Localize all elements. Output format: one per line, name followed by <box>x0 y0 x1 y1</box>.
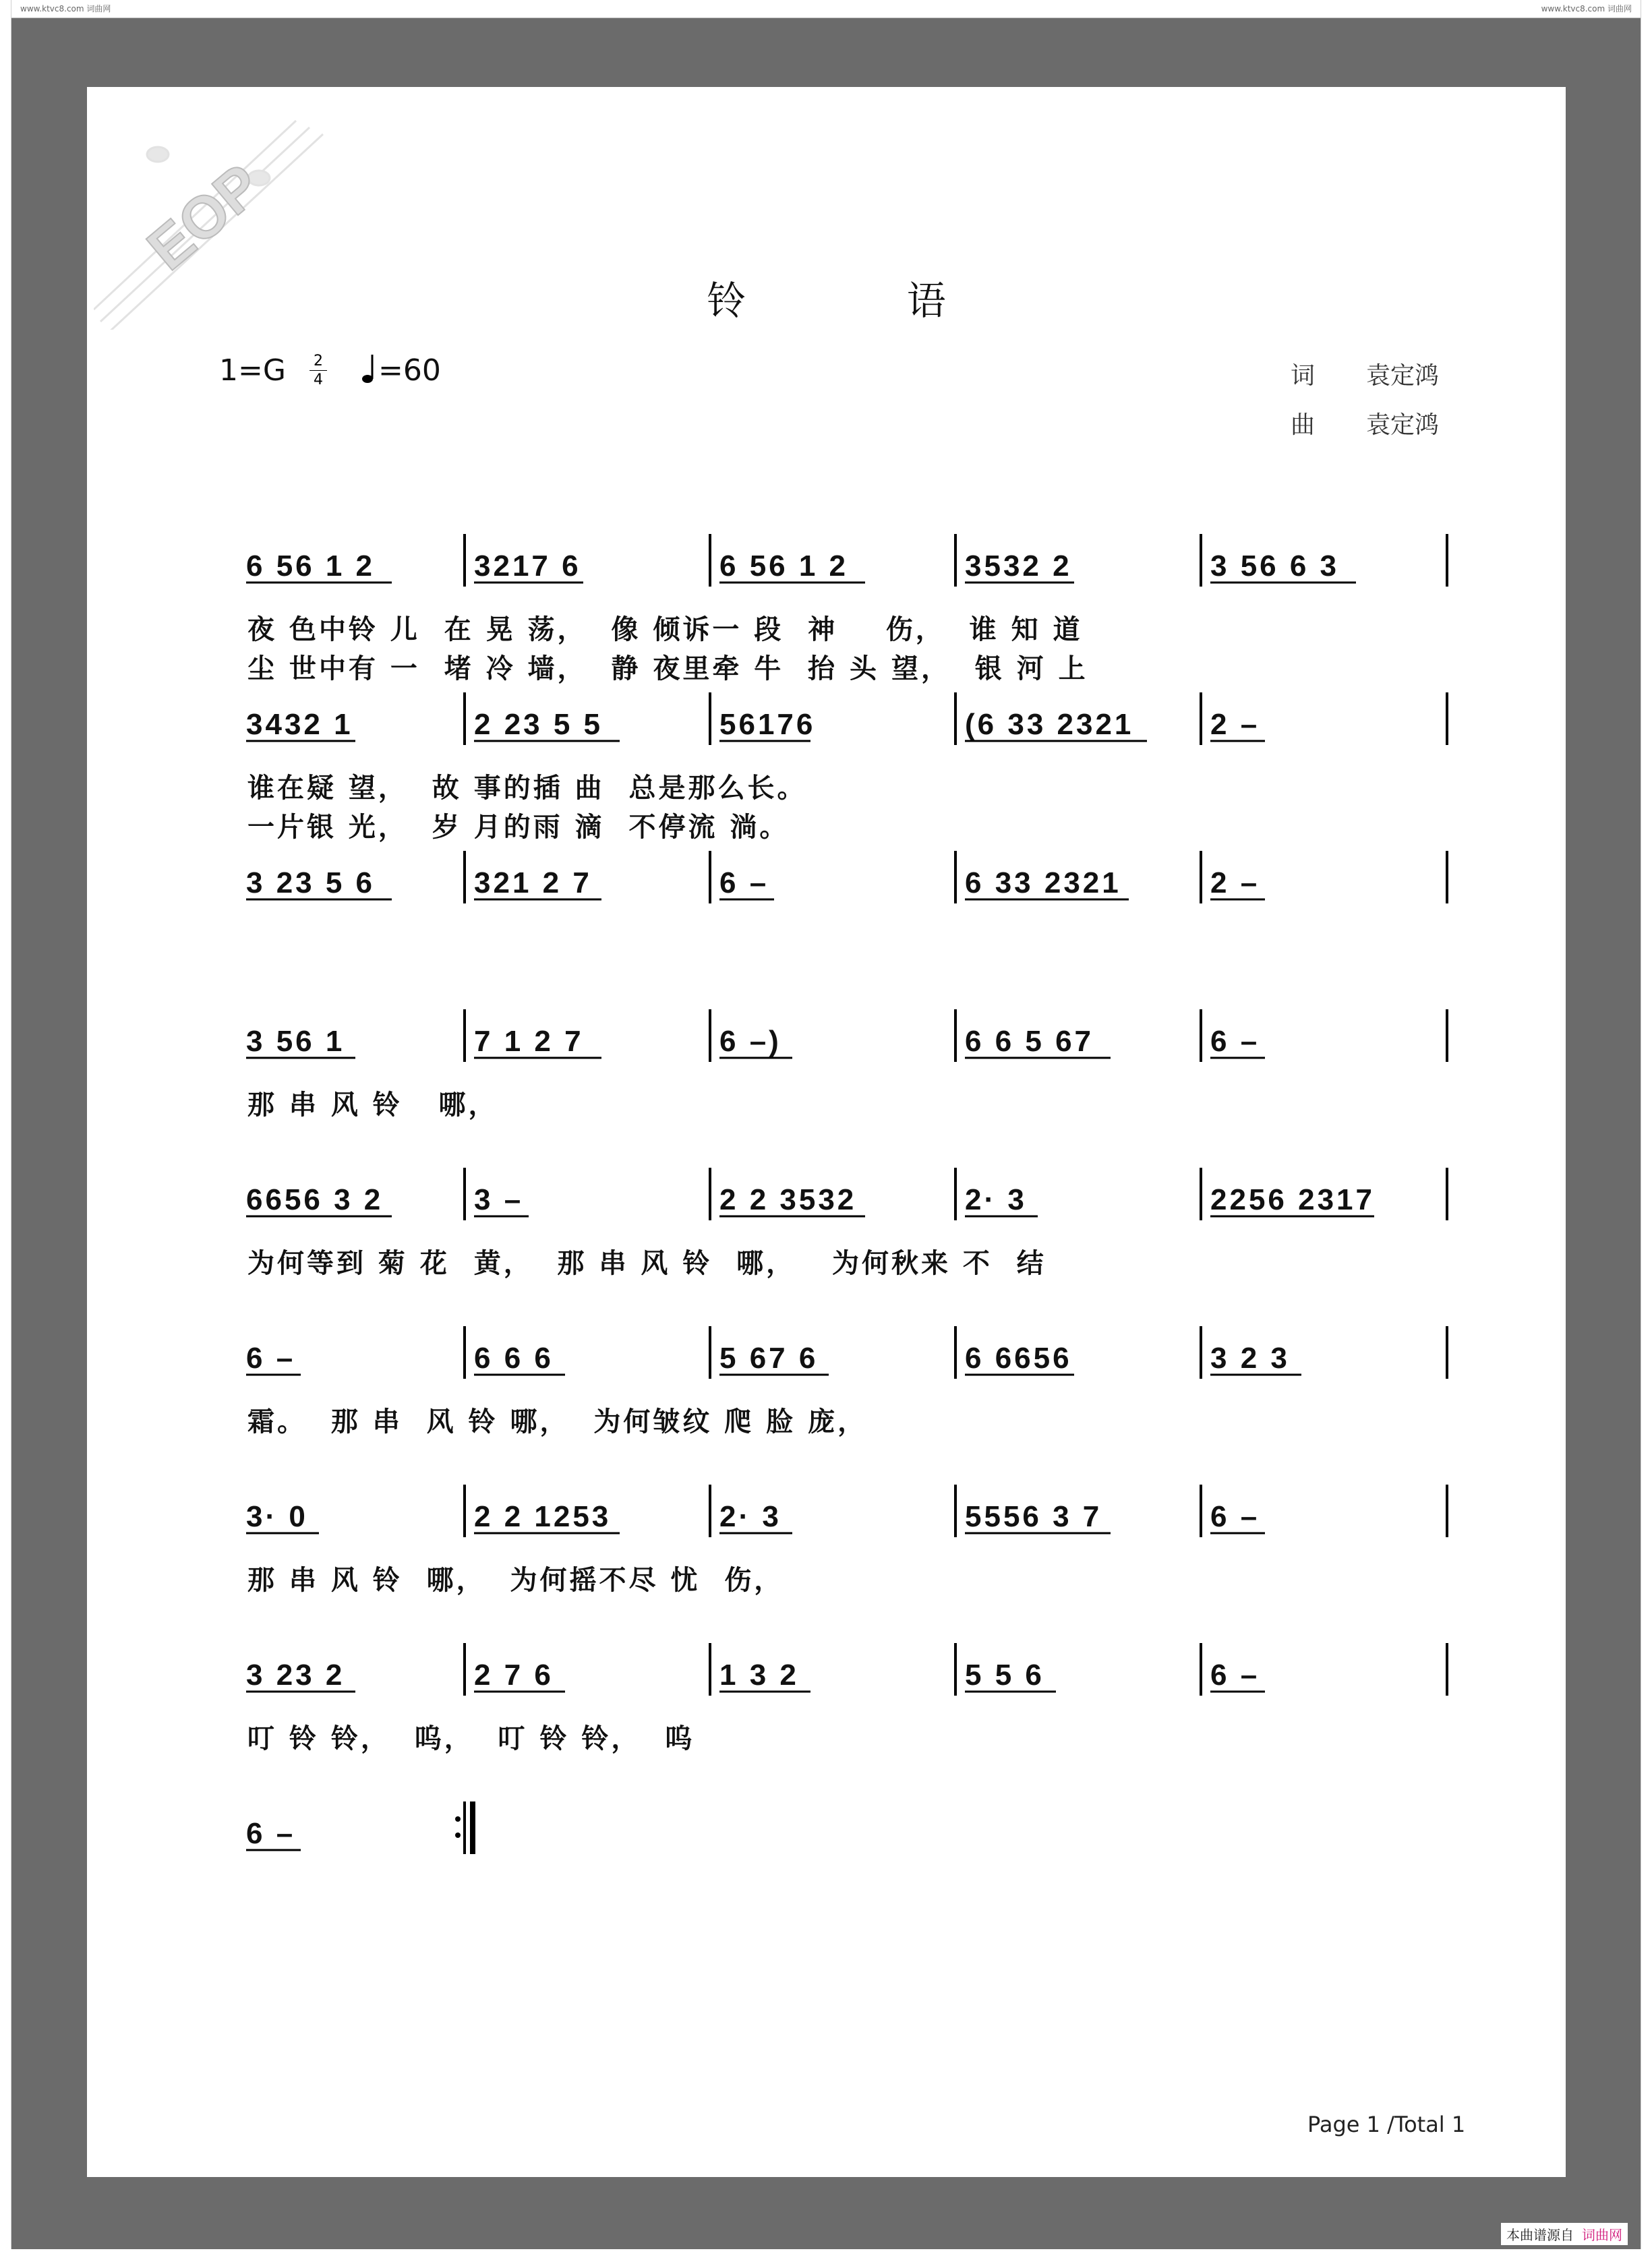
measure-notes: 6 6 5 67 <box>965 1025 1094 1058</box>
measure-notes: 6 33 2321 <box>965 866 1121 899</box>
measure-notes: 2 – <box>1210 866 1260 899</box>
measure-notes: 2 2 3532 <box>719 1183 857 1216</box>
measure-notes: 2256 2317 <box>1210 1183 1375 1216</box>
measure-notes: 6 – <box>246 1342 296 1375</box>
lyricist-name: 袁定鸿 <box>1366 362 1440 390</box>
measure-notes: 6 56 1 2 <box>719 549 849 583</box>
measure-notes: (6 33 2321 <box>965 708 1134 741</box>
right-edge <box>1641 0 1652 2264</box>
measure-notes: 2 7 6 <box>474 1659 554 1692</box>
measure-notes: 6 56 1 2 <box>246 549 376 583</box>
left-edge <box>0 0 11 2264</box>
header-site-right: www.ktvc8.com 词曲网 <box>1541 4 1632 13</box>
measure-notes: 3 – <box>474 1183 524 1216</box>
repeat-dot <box>455 1816 461 1822</box>
key-signature: 1=G <box>219 353 286 388</box>
bottom-strip <box>0 2249 1652 2264</box>
measure-notes: 3432 1 <box>246 708 353 741</box>
watermark-text: EOP <box>134 150 274 283</box>
measure-notes: 6656 3 2 <box>246 1183 384 1216</box>
measure-notes: 5556 3 7 <box>965 1500 1102 1533</box>
measure-notes: 3 56 1 <box>246 1025 345 1058</box>
measure-notes: 6 – <box>1210 1025 1260 1058</box>
measure-notes: 56176 <box>719 708 816 741</box>
measure-notes: 3217 6 <box>474 549 581 583</box>
measure-notes: 6 – <box>719 866 769 899</box>
song-title: 铃 语 <box>707 278 1020 324</box>
measure-notes: 2 23 5 5 <box>474 708 603 741</box>
composer-label: 曲 <box>1291 411 1316 439</box>
measure-notes: 2 2 1253 <box>474 1500 612 1533</box>
lyric-line: 为何等到 菊 花 黄， 那 串 风 铃 哪， 为何秋来 不 结 <box>247 1248 1046 1279</box>
lyric-line: 霜。 那 串 风 铃 哪， 为何皱纹 爬 脸 庞， <box>247 1406 868 1437</box>
measure-notes: 3 23 5 6 <box>246 866 376 899</box>
measure-notes: 3 56 6 3 <box>1210 549 1340 583</box>
measure-notes: 7 1 2 7 <box>474 1025 584 1058</box>
lyric-line: 那 串 风 铃 哪， 为何摇不尽 忧 伤， <box>247 1565 784 1596</box>
time-numerator: 2 <box>314 353 323 369</box>
measure-notes: 1 3 2 <box>719 1659 799 1692</box>
measure-notes: 321 2 7 <box>474 866 592 899</box>
measure-notes: 6 –) <box>719 1025 781 1058</box>
measure-notes: 2 – <box>1210 708 1260 741</box>
tempo-value: =60 <box>378 353 441 388</box>
measure-notes: 6 6656 <box>965 1342 1072 1375</box>
lyric-line: 那 串 风 铃 哪， <box>247 1090 498 1121</box>
credit-text: 本曲谱源自 <box>1506 2227 1574 2243</box>
measure-notes: 6 – <box>1210 1659 1260 1692</box>
time-denominator: 4 <box>309 370 327 389</box>
sheet-page <box>87 87 1566 2177</box>
lyricist-label: 词 <box>1291 362 1316 390</box>
repeat-dot <box>455 1833 461 1838</box>
lyric-line: 一片银 光， 岁 月的雨 滴 不停流 淌。 <box>247 812 790 843</box>
measure-notes: 3· 0 <box>246 1500 308 1533</box>
lyric-line: 尘 世中有 一 堵 冷 墙， 静 夜里牵 牛 抬 头 望， 银 河 上 <box>247 653 1088 684</box>
lyric-line: 叮 铃 铃， 呜， 叮 铃 铃， 呜 <box>247 1723 695 1754</box>
measure-notes: 6 – <box>1210 1500 1260 1533</box>
measure-notes: 5 5 6 <box>965 1659 1044 1692</box>
measure-notes: 3 2 3 <box>1210 1342 1290 1375</box>
lyric-line: 夜 色中铃 儿 在 晃 荡， 像 倾诉一 段 神 伤， 谁 知 道 <box>247 614 1083 645</box>
measure-notes: 6 6 6 <box>474 1342 554 1375</box>
measure-notes: 3 23 2 <box>246 1659 345 1692</box>
measure-notes: 6 – <box>246 1817 296 1850</box>
measure-notes: 2· 3 <box>719 1500 781 1533</box>
measure-notes: 5 67 6 <box>719 1342 819 1375</box>
page-indicator: Page 1 /Total 1 <box>1307 2112 1466 2137</box>
lyric-line: 谁在疑 望， 故 事的插 曲 总是那么长。 <box>247 773 807 804</box>
jianpu-score <box>87 87 1566 2177</box>
credit-site-link[interactable]: 词曲网 <box>1582 2227 1622 2243</box>
measure-notes: 3532 2 <box>965 549 1072 583</box>
composer-name: 袁定鸿 <box>1366 411 1440 439</box>
top-strip <box>0 0 1652 18</box>
header-site-left: www.ktvc8.com 词曲网 <box>20 4 111 13</box>
source-credit[interactable] <box>1501 2223 1628 2245</box>
measure-notes: 2· 3 <box>965 1183 1027 1216</box>
